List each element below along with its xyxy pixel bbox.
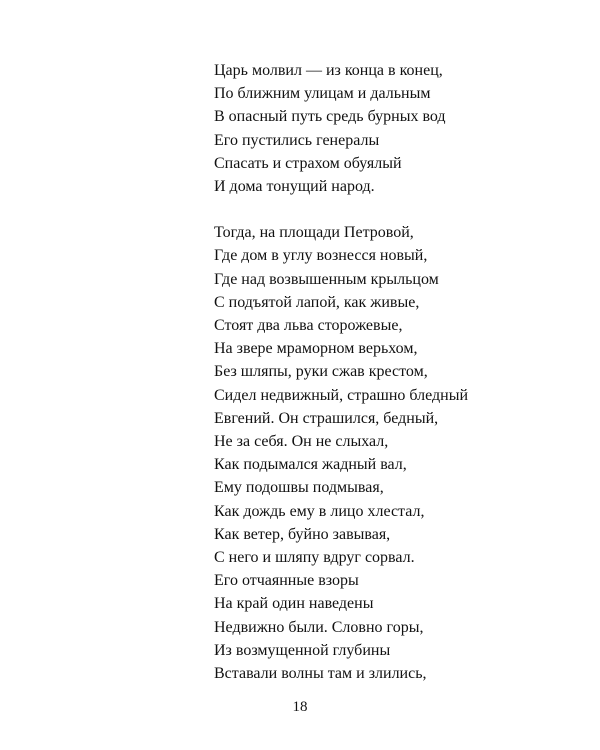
poem-line: С подъятой лапой, как живые, xyxy=(214,293,420,311)
poem-line: Его пустились генералы xyxy=(214,131,380,149)
poem-line: Где дом в углу вознесся новый, xyxy=(214,247,428,265)
poem-line: Не за себя. Он не слыхал, xyxy=(214,433,389,451)
poem-line: На звере мраморном верьхом, xyxy=(214,340,418,358)
poem-line: Из возмущенной глубины xyxy=(214,641,391,659)
poem-line: С него и шляпу вдруг сорвал. xyxy=(214,549,415,567)
poem-line: В опасный путь средь бурных вод xyxy=(214,108,446,126)
poem-line: Царь молвил — из конца в конец, xyxy=(214,62,443,79)
poem-line: Где над возвышенным крыльцом xyxy=(214,270,439,288)
poem-line: Ему подошвы подмывая, xyxy=(214,479,384,497)
poem-line: Без шляпы, руки сжав крестом, xyxy=(214,363,428,381)
poem-line: По ближним улицам и дальным xyxy=(214,85,431,103)
poem-line: Как ветер, буйно завывая, xyxy=(214,525,391,543)
poem-line: Его отчаянные взоры xyxy=(214,572,359,590)
poem-line: И дома тонущий народ. xyxy=(214,178,375,196)
poem-line: Недвижно были. Словно горы, xyxy=(214,618,424,636)
poem-line: Стоят два льва сторожевые, xyxy=(214,317,403,335)
page-number: 18 xyxy=(292,699,308,715)
poem-line: Как дождь ему в лицо хлестал, xyxy=(214,502,425,520)
poem-line: Спасать и страхом обуялый xyxy=(214,154,402,172)
poem-line: Как подымался жадный вал, xyxy=(214,456,407,474)
poem-line: Евгений. Он страшился, бедный, xyxy=(214,409,439,427)
stanza-2 xyxy=(214,221,574,685)
poem-line: Сидел недвижный, страшно бледный xyxy=(214,386,469,404)
poem-line: Тогда, на площади Петровой, xyxy=(214,224,414,242)
poem-line: Вставали волны там и злились, xyxy=(214,665,427,683)
poem-text xyxy=(214,59,574,685)
stanza-1 xyxy=(214,59,574,198)
poem-line: На край один наведены xyxy=(214,595,374,613)
